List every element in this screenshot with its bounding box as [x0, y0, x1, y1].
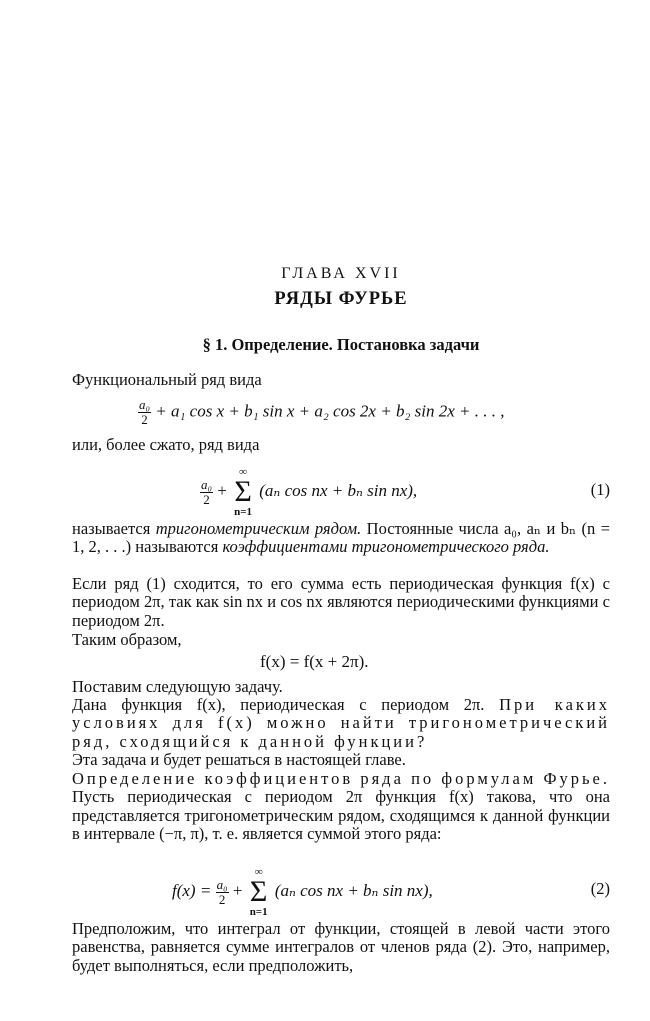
- paragraph-5: Таким образом,: [72, 630, 182, 649]
- paragraph-6: Поставим следующую задачу.: [72, 677, 283, 696]
- paragraph-10: Предположим, что интеграл от функции, стоящей в левой части этого равенства, равняется сумме интегралов от членов ряда (2). Это, например, будет выполняться, если предположить,: [72, 919, 610, 975]
- sum-sign-2: ∞ Σ n=1: [249, 866, 268, 918]
- paragraph-7: Дана функция f(x), периодическая с периодом 2π. При каких условиях для f(x) можно найти тригонометрический ряд, сходящийся к данной функции?: [72, 695, 610, 751]
- paragraph-2: или, более сжато, ряд вида: [72, 435, 260, 454]
- formula-series-expanded: $\frac{\text{a₀}}{2}$ + a₁ cos x + b₁ sin x + a₂ cos 2x + b₂ sin 2x + . . . ,: [139, 397, 505, 427]
- formula-series-sum: $\frac{\text{a₀}}{2}$ + ∞ Σ n=1 (aₙ cos nx + bₙ sin nx),: [201, 466, 418, 518]
- formula-fourier-series: f(x) = $\frac{\text{a₀}}{2}$ + ∞ Σ n=1 (aₙ cos nx + bₙ sin nx),: [172, 866, 433, 918]
- chapter-heading: ГЛАВА XVII: [281, 265, 401, 282]
- sum-sign: ∞ Σ n=1: [234, 466, 253, 518]
- chapter-title: РЯДЫ ФУРЬЕ: [274, 289, 408, 309]
- paragraph-3: называется тригонометрическим рядом. Постоянные числа a₀, aₙ и bₙ (n = 1, 2, . . .) называются коэффициентами тригонометрического ряда.: [72, 519, 610, 557]
- equation-number-2: (2): [590, 879, 610, 898]
- fraction-a0-2: $\frac{\text{a₀}}{2}$: [139, 397, 151, 427]
- paragraph-9: Определение коэффициентов ряда по формулам Фурье. Пусть периодическая с периодом 2π функция f(x) такова, что она представляется тригонометрическим рядом, сходящимся к данной функции в интервале (−π, π), т. е. является суммой этого ряда:: [72, 769, 610, 844]
- equation-number-1: (1): [590, 480, 610, 499]
- section-heading: § 1. Определение. Постановка задачи: [202, 335, 480, 354]
- formula-periodic: f(x) = f(x + 2π).: [260, 652, 369, 671]
- para1-text: Функциональный ряд вида: [72, 370, 262, 389]
- paragraph-8: Эта задача и будет решаться в настоящей главе.: [72, 750, 406, 769]
- paragraph-1: [72, 371, 610, 389]
- paragraph-4: Если ряд (1) сходится, то его сумма есть периодическая функция f(x) с периодом 2π, так как sin nx и cos nx являются периодическими функциями с периодом 2π.: [72, 574, 610, 630]
